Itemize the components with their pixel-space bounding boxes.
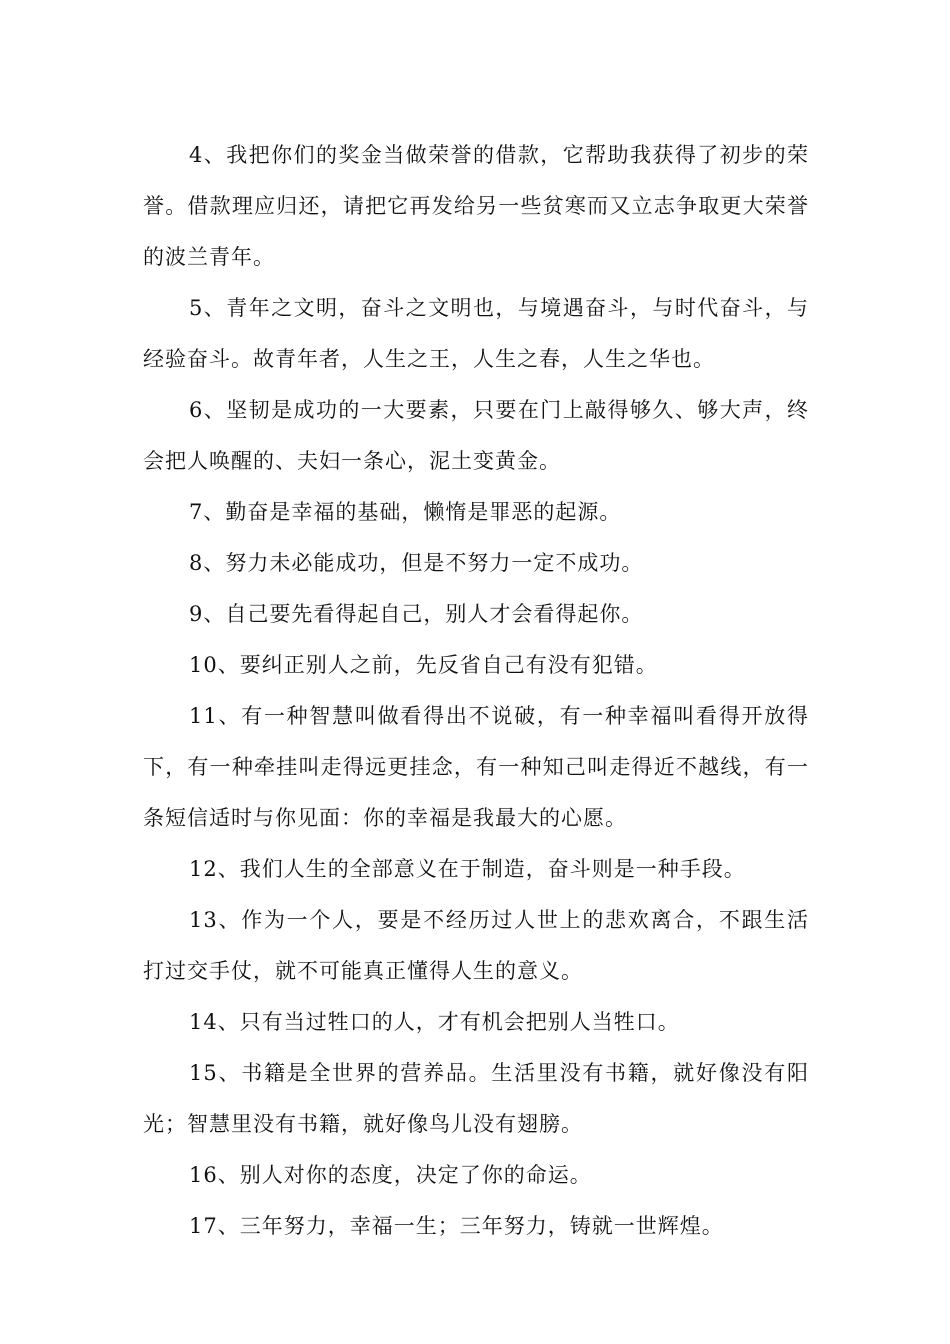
paragraph-8: 8、努力未必能成功，但是不努力一定不成功。 (189, 551, 644, 575)
paragraph-11: 11、有一种智慧叫做看得出不说破，有一种幸福叫看得开放得下，有一种牵挂叫走得远更挂念，有一种知己叫走得近不越线，有一条短信适时与你见面：你的幸福是我最大的心愿。 (143, 704, 809, 830)
paragraph-16: 16、别人对你的态度，决定了你的命运。 (189, 1163, 592, 1187)
paragraph-6: 6、坚韧是成功的一大要素，只要在门上敲得够久、够大声，终会把人唤醒的、夫妇一条心，泥土变黄金。 (143, 398, 809, 473)
paragraph-9: 9、自己要先看得起自己，别人才会看得起你。 (189, 602, 644, 626)
paragraph-4: 4、我把你们的奖金当做荣誉的借款，它帮助我获得了初步的荣誉。借款理应归还，请把它再发给另一些贫寒而又立志争取更大荣誉的波兰青年。 (143, 143, 809, 269)
paragraph-15: 15、书籍是全世界的营养品。生活里没有书籍，就好像没有阳光；智慧里没有书籍，就好像鸟儿没有翅膀。 (143, 1061, 809, 1136)
paragraph-7: 7、勤奋是幸福的基础，懒惰是罪恶的起源。 (189, 500, 622, 524)
paragraph-13: 13、作为一个人，要是不经历过人世上的悲欢离合，不跟生活打过交手仗，就不可能真正懂得人生的意义。 (143, 908, 809, 983)
paragraph-12: 12、我们人生的全部意义在于制造，奋斗则是一种手段。 (189, 857, 746, 881)
paragraph-5: 5、青年之文明，奋斗之文明也，与境遇奋斗，与时代奋斗，与经验奋斗。故青年者，人生之王，人生之春，人生之华也。 (143, 296, 809, 371)
paragraph-17: 17、三年努力，幸福一生；三年努力，铸就一世辉煌。 (189, 1214, 724, 1238)
paragraph-14: 14、只有当过牲口的人，才有机会把别人当牲口。 (189, 1010, 680, 1034)
paragraph-10: 10、要纠正别人之前，先反省自己有没有犯错。 (189, 653, 658, 677)
document-body (143, 130, 809, 1252)
